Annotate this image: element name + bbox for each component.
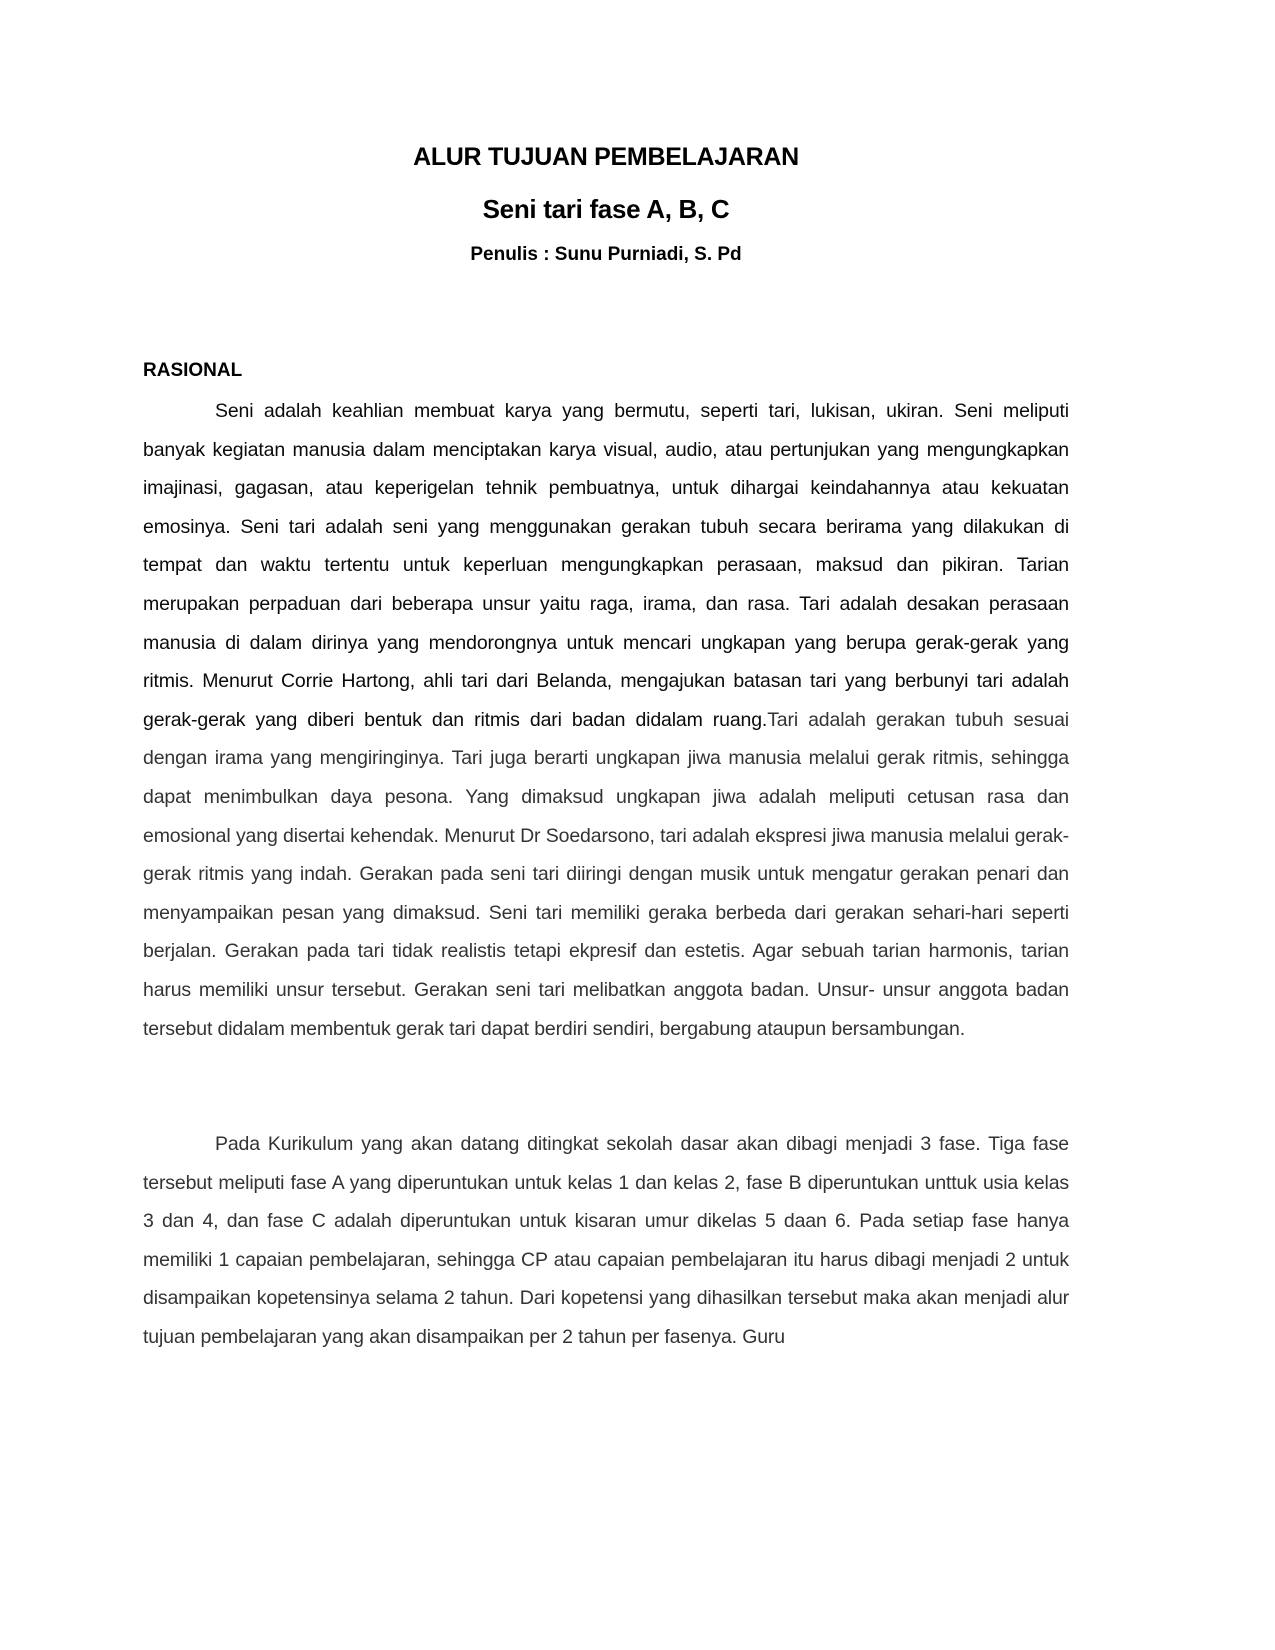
section-heading-rasional: RASIONAL (143, 360, 243, 381)
paragraph-1-part-2: Tari adalah gerakan tubuh sesuai dengan irama yang mengiringinya. Tari juga berarti ungkapan jiwa manusia melalui gerak ritmis, sehingga dapat menimbulkan daya pesona. Yang dimaksud ungkapan jiwa adalah meliputi cetusan rasa dan emosional yang disertai kehendak. Menurut Dr Soedarsono, tari adalah ekspresi jiwa manusia melalui gerak-gerak ritmis yang indah. Gerakan pada seni tari diiringi dengan musik untuk mengatur gerakan penari dan menyampaikan pesan yang dimaksud. Seni tari memiliki geraka berbeda dari gerakan sehari-hari seperti berjalan. Gerakan pada tari tidak realistis tetapi ekpresif dan estetis. Agar sebuah tarian harmonis, tarian harus memiliki unsur tersebut. Gerakan seni tari melibatkan anggota badan. Unsur- unsur anggota badan tersebut didalam membentuk gerak tari dapat berdiri sendiri, bergabung ataupun bersambungan. (143, 708, 1069, 1040)
body-paragraph-2: Pada Kurikulum yang akan datang ditingkat sekolah dasar akan dibagi menjadi 3 fase. Tiga fase tersebut meliputi fase A yang diperuntukan untuk kelas 1 dan kelas 2, fase B diperuntukan unttuk usia kelas 3 dan 4, dan fase C adalah diperuntukan untuk kisaran umur dikelas 5 daan 6. Pada setiap fase hanya memiliki 1 capaian pembelajaran, sehingga CP atau capaian pembelajaran itu harus dibagi menjadi 2 untuk disampaikan kopetensinya selama 2 tahun. Dari kopetensi yang dihasilkan tersebut maka akan menjadi alur tujuan pembelajaran yang akan disampaikan per 2 tahun per fasenya. Guru (143, 1133, 1069, 1348)
document-title: ALUR TUJUAN PEMBELAJARAN (413, 143, 799, 171)
body-paragraph-1 (143, 392, 1069, 1048)
document-author: Penulis : Sunu Purniadi, S. Pd (470, 244, 742, 265)
document-subtitle: Seni tari fase A, B, C (482, 194, 730, 224)
paragraph-1-part-1: Seni adalah keahlian membuat karya yang bermutu, seperti tari, lukisan, ukiran. Seni meliputi banyak kegiatan manusia dalam menciptakan karya visual, audio, atau pertunjukan yang mengungkapkan imajinasi, gagasan, atau keperigelan tehnik pembuatnya, untuk dihargai keindahannya atau kekuatan emosinya. Seni tari adalah seni yang menggunakan gerakan tubuh secara berirama yang dilakukan di tempat dan waktu tertentu untuk keperluan mengungkapkan perasaan, maksud dan pikiran. Tarian merupakan perpaduan dari beberapa unsur yaitu raga, irama, dan rasa. Tari adalah desakan perasaan manusia di dalam dirinya yang mendorongnya untuk mencari ungkapan yang berupa gerak-gerak yang ritmis. Menurut Corrie Hartong, ahli tari dari Belanda, mengajukan batasan tari yang berbunyi tari adalah gerak-gerak yang diberi bentuk dan ritmis dari badan didalam ruang. (143, 400, 1069, 731)
